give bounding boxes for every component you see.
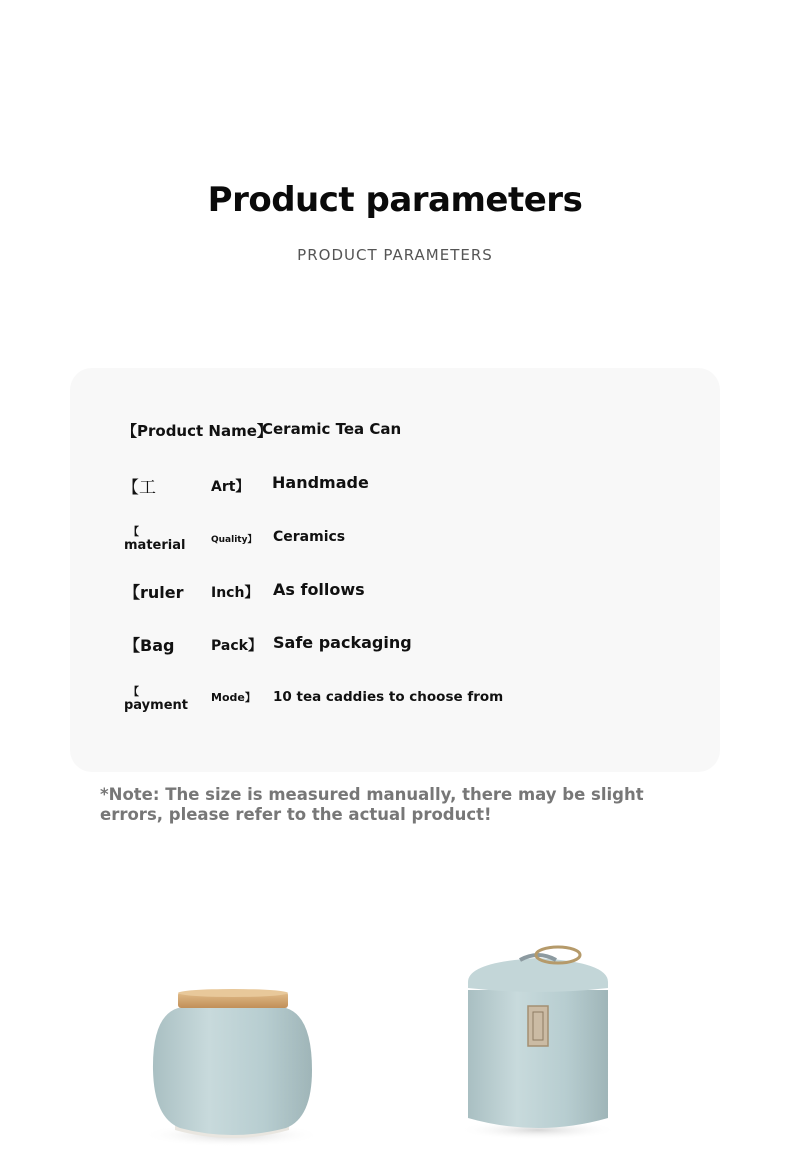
size-note: *Note: The size is measured manually, there may be slight errors, please refer to the actual product! — [100, 785, 644, 824]
param-label-payment-b: Mode】 — [211, 691, 256, 704]
product-photos — [0, 920, 790, 1174]
param-value-bag: Safe packaging — [273, 633, 412, 652]
param-label-material-top: 【 — [128, 525, 139, 538]
param-label-art-b: Art】 — [211, 479, 250, 495]
param-label-material-b: Quality】 — [211, 535, 257, 545]
tea-can-round-bamboo-lid — [142, 989, 322, 1147]
param-label-payment-top: 【 — [128, 685, 139, 698]
param-label-product-name: 【Product Name】 — [122, 422, 272, 440]
param-value-material: Ceramics — [273, 529, 346, 545]
param-value-art: Handmade — [272, 473, 369, 492]
param-label-bag-b: Pack】 — [211, 638, 262, 654]
tea-can-tall-brass-ring — [458, 947, 618, 1140]
param-label-bag-a: 【Bag — [124, 636, 175, 655]
page-title: Product parameters — [207, 180, 583, 220]
param-label-ruler-a: 【ruler — [124, 583, 184, 602]
param-label-ruler-b: Inch】 — [211, 585, 259, 601]
param-label-payment-bottom: payment — [124, 698, 188, 713]
param-label-art-a: 【工 — [122, 478, 156, 498]
parameters-card — [70, 368, 720, 772]
page-subtitle: PRODUCT PARAMETERS — [297, 246, 493, 264]
param-value-product-name: Ceramic Tea Can — [262, 420, 402, 438]
param-label-material-bottom: material — [124, 538, 186, 553]
param-value-payment: 10 tea caddies to choose from — [273, 689, 504, 705]
param-value-ruler: As follows — [273, 580, 365, 599]
